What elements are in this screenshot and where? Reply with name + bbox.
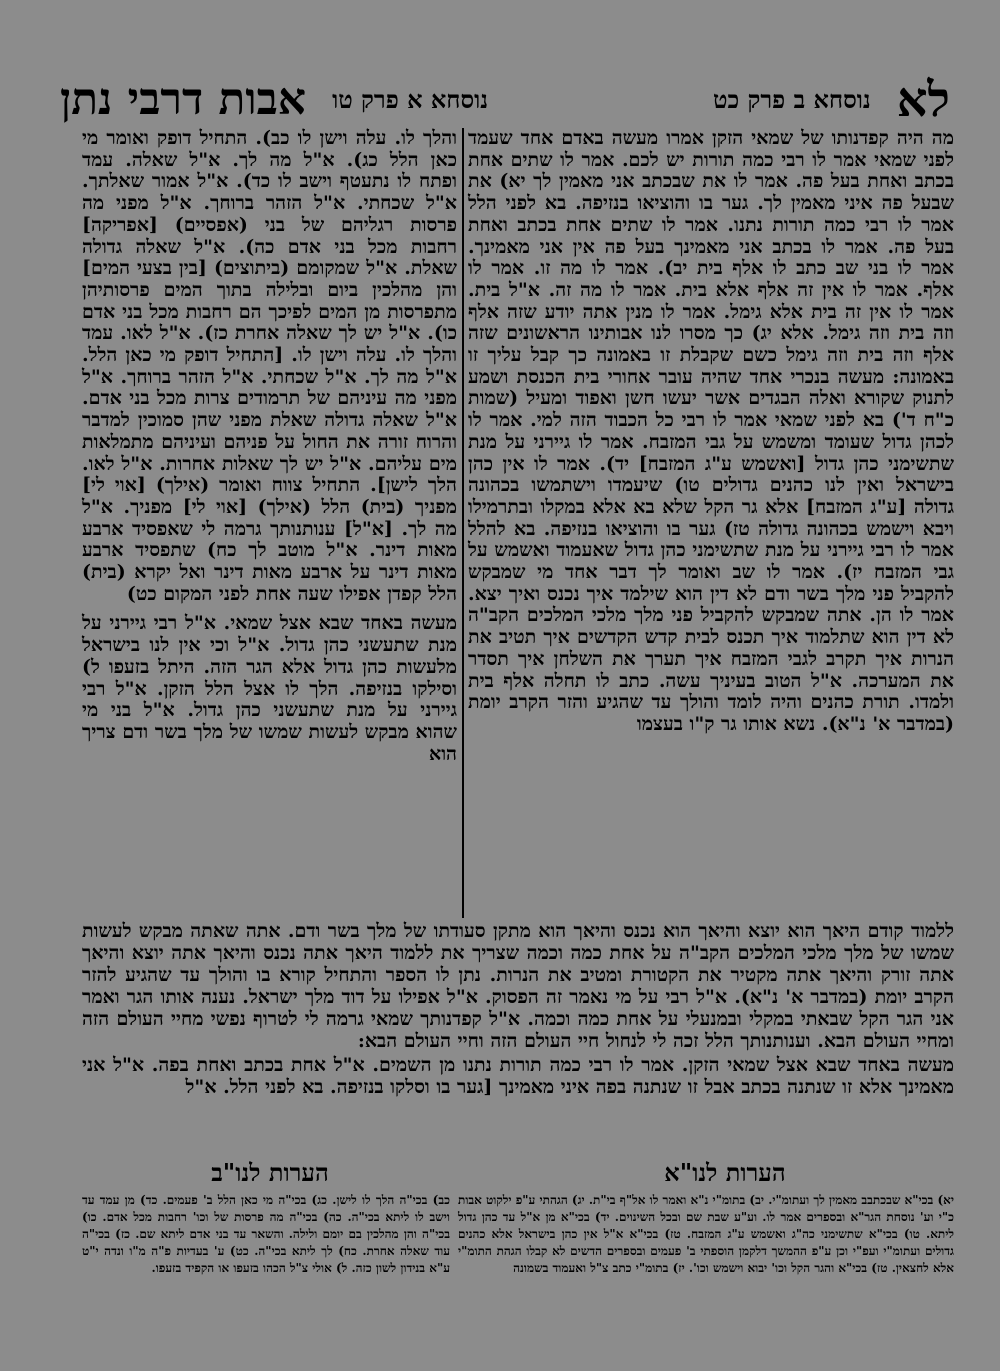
header-left-group [712,72,950,128]
notes-a-heading: הערות לנו"א [664,1158,786,1187]
book-title: אבות דרבי נתן [60,74,307,125]
version-a-text: מה היה קפדנותו של שמאי הזקן אמרו מעשה באדם אחד שעמד לפני שמאי אמר לו רבי כמה תורות יש לכם. אמר לו שתים אחת בכתב ואחת בעל פה. אמר לו את שבכתב אני מאמין לך יא) את שבעל פה איני מאמין לך. גער בו והוציאו בנזיפה. בא לפני הלל אמר לו רבי כמה תורות נתנו. אמר לו שתים אחת בכתב ואחת בעל פה. אמר לו בכתב אני מאמינך בעל פה אין אני מאמינך. אמר לו בני שב כתב לו אלף בית יב). אמר לו מה זו. אמר לו אלף. אמר לו אין זה אלף אלא בית. אמר לו מה זה. א"ל בית. אמר לו אין זה בית אלא גימל. אמר לו מנין אתה יודע שזה אלף וזה בית וזה גימל. אלא יג) כך מסרו לנו אבותינו הראשונים שזה אלף וזה בית וזה גימל כשם שקבלת זו באמונה כך קבל עליך זו באמונה: מעשה בנכרי אחד שהיה עובר אחורי בית הכנסת ושמע לתנוק שקורא ואלה הבגדים אשר יעשו חשן ואפוד ומעיל (שמות כ"ח ד') בא לפני שמאי אמר לו רבי כל הכבוד הזה למי. אמר לו לכהן גדול שעומד ומשמש על גבי המזבח. אמר לו גיירני על מנת שתשימני כהן גדול [ואשמש ע"ג המזבח] יד). אמר לו אין כהן בישראל ואין לנו כהנים גדולים טו) שיעמדו וישתמשו בכהונה גדולה [ע"ג המזבח] אלא גר הקל שלא בא אלא במקלו ובתרמילו ויבא וישמש בכהונה גדולה טז) גער בו והוציאו בנזיפה. בא להלל אמר לו רבי גיירני על מנת שתשימני כהן גדול שאעמוד ואשמש על גבי המזבח יז). אמר לו שב ואומר לך דבר אחד מי שמבקש להקביל פני מלך בשר ודם לא דין הוא שילמד איך נכנס ואיך יצא. אמר לו הן. אתה שמבקש להקביל פני מלך מלכי המלכים הקב"ה לא דין הוא שתלמוד איך תכנס לבית קדש הקדשים איך תטיב את הנרות איך תקרב לגבי המזבח איך תערך את השלחן איך תסדר את המערכה. א"ל הטוב בעיניך עשה. כתב לו תחלה אלף בית ולמדו. תורת כהנים והיה לומד והולך עד שהגיע והזר הקרב יומת (במדבר א' נ"א). נשא אותו גר ק"ו בעצמו [468,127,954,735]
header-right-group [60,74,489,125]
version-a-column [468,128,954,736]
version-b-text-2: מעשה באחד שבא אצל שמאי. א"ל רבי גיירני על מנת שתעשני כהן גדול. א"ל וכי אין לנו בישראל מלעשות כהן גדול אלא הגר הזה. היתל בזעפו ל) וסילקו בנזיפה. הלך לו אצל הלל הזקן. א"ל רבי גיירני על מנת שתעשני כהן גדול. א"ל בני מי שהוא מבקש לעשות שמשו של מלך בשר ודם צריך הוא [82,612,457,765]
version-b-column [82,128,457,765]
version-b-text-1: והלך לו. עלה וישן לו כב). התחיל דופק ואומר מי כאן הלל כג). א"ל מה לך. א"ל שאלה. עמד ופתח לו נתעטף וישב לו כד). א"ל אמור שאלתך. א"ל שכחתי. א"ל הזהר ברוחך. א"ל מפני מה פרסות רגליהם של בני (אפסיים) [אפריקה] רחבות מכל בני אדם כה). א"ל שאלה גדולה שאלת. א"ל שמקומם (ביתוצים) [בין בצעי המים] והן מהלכין ביום ובלילה בתוך המים פרסותיהן מתפרסות מן המים לפיכך הם רחבות מכל בני אדם כו). א"ל יש לך שאלה אחרת כז). א"ל לאו. עמד והלך לו. עלה וישן לו. [התחיל דופק מי כאן הלל. א"ל מה לך. א"ל שכחתי. א"ל הזהר ברוחך. א"ל מפני מה עיניהם של תרמודים צרות מכל בני אדם. א"ל שאלה גדולה שאלת מפני שהן סמוכין למדבר והרוח זורה את החול על פניהם ועיניהם מתמלאות מים עליהם. א"ל יש לך שאלות אחרות. א"ל לאו. הלך לישן]. התחיל צווח ואומר (אילך) [אוי לי] מפניך (בית) הלל (אילך) [אוי לי] מפניך. א"ל מה לך. [א"ל] ענותנותך גרמה לי שאפסיד ארבע מאות דינר. א"ל מוטב לך כח) שתפסיד ארבע מאות דינר על ארבע מאות דינר ואל יקרא (בית) הלל קפדן אפילו שעה אחת לפני המקום כט) [82,127,457,605]
notes-b-heading: הערות לנו"ב [211,1158,329,1187]
full-width-text [82,920,954,1098]
version-b-label: נוסחא ב פרק כט [712,85,871,114]
page-header [60,72,950,128]
full-width-paragraph-1: ללמוד קודם היאך הוא יוצא והיאך הוא נכנס והיאך הוא מתקן סעודתו של מלך בשר ודם. אתה שאתה מבקש לעשות שמשו של מלך מלכי המלכים הקב"ה על אחת כמה וכמה שצריך את ללמוד היאך אתה נכנס והיאך אתה יוצא והיאך אתה זורק והיאך אתה מקטיר את הקטורת ומטיב את הנרות. נתן לו הספר והתחיל קורא בו והולך עד שהגיע להזר הקרב יומת (במדבר א' נ"א). א"ל רבי על מי נאמר זה הפסוק. א"ל אפילו על דוד מלך ישראל. נענה אותו הגר ואמר אני הגר הקל שבאתי במקלי ובמנעלי על אחת כמה וכמה. א"ל קפדנותך שמאי גרמה לי לטרוף נפשי מחיי העולם הזה ומחיי העולם הבא. וענותנותך הלל זכה לי לנחול חיי העולם הזה וחיי העולם הבא: [82,920,954,1052]
column-divider [462,128,464,918]
version-a-label: נוסחא א פרק טו [332,85,489,114]
notes-b-text: כב) בכי"ה הלך לו לישן. כג) בכי"ה מי כאן הלל ב' פעמים. כד) מן עמד עד וישב לו ליתא בכי"ה. כה) בכי"ה מה פרסות של וכו' רחבות מכל אדם. כו) בכי"ה והן מהלכין בם יומם ולילה. והשאר עד בני אדם ליתא שם. כז) בכי"ה עוד שאלה אחרת. כח) לך ליתא בכי"ה. כט) ע' בעדיות פ"ה מ"ו ונדה י"ט ע"א בנידון לשון כזה. ל) אולי צ"ל הכהו בזעפו או הקפיד בזעפו. [82,1193,450,1275]
page-number: לא [896,72,950,128]
notes-a-text: יא) בכי"א שבכתבב מאמין לך ועתומ"י. יב) בתומ"י נ"א ואמר לו אל"ף בי"ת. יג) הגהתי ע"פ ילקוט אבות כ"י וע' נוסחת הגר"א ובספרים אמר לו. וע"ע שבת שם ובכל השינוים. יד) בכי"א מן א"ל עד כהן גדול ליתא. טו) בכי"א שתשימני כה"ג ואשמש ע"ג המזבח. טז) בכי"א א"ל אין כהן בישראל אלא כהנים גדולים ועתומ"י ועפ"י וכן ע"פ ההמשך דלקמן הוספתי ב' פעמים ובספרים הדשים לא קבלו הגהת התומ"י אלא לחצאין. טז) בכי"א והגר הקל וכו' יבוא וישמש וכו'. יז) בתומ"י כתב צ"ל ואעמוד בשמונה [458,1193,954,1275]
full-width-paragraph-2: מעשה באחד שבא אצל שמאי הזקן. אמר לו רבי כמה תורות נתנו מן השמים. א"ל אחת בכתב ואחת בפה. א"ל אני מאמינך אלא זו שנתנה בכתב אבל זו שנתנה בפה איני מאמינך [גער בו וסלקו בנזיפה. בא לפני הלל. א"ל [82,1054,954,1098]
